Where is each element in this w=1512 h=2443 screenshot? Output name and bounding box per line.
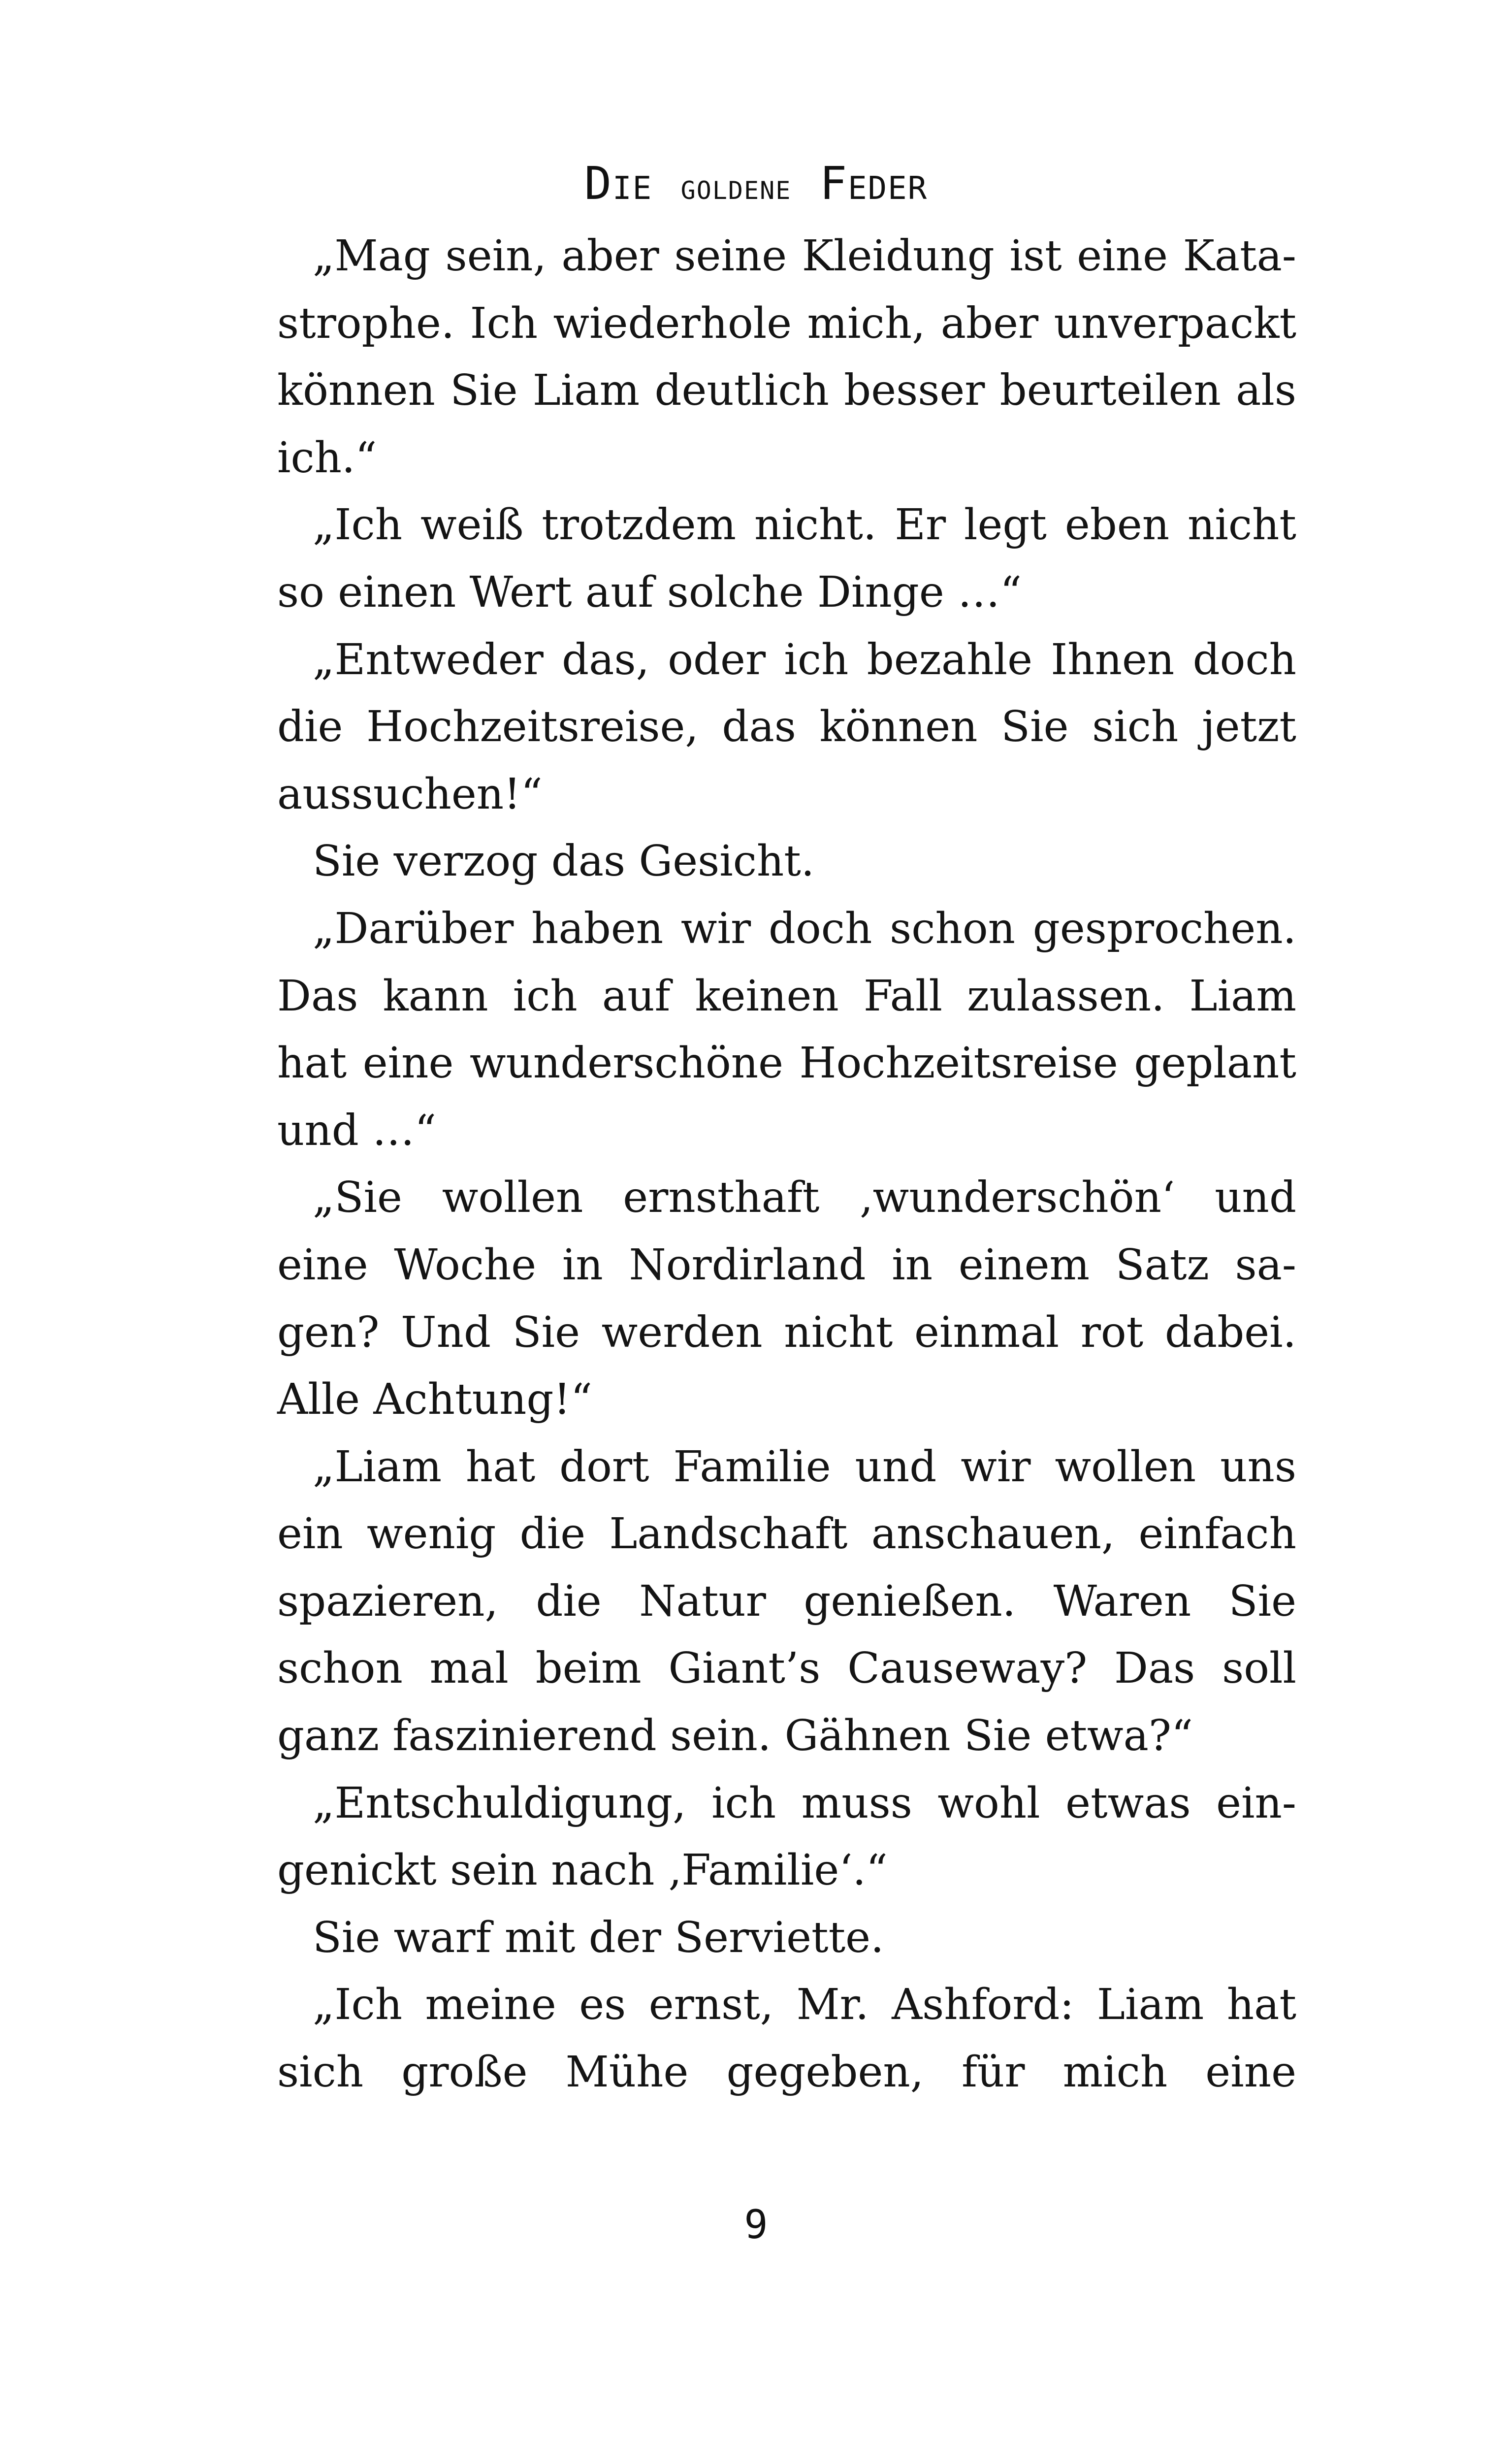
- text-line: Sie verzog das Gesicht.: [313, 837, 815, 886]
- text-line: „Sie wollen ernsthaft ‚wunderschön‘ und: [313, 1173, 1296, 1223]
- running-head: [0, 157, 1512, 214]
- text-line: ganz faszinierend sein. Gähnen Sie etwa?“: [277, 1711, 1193, 1761]
- text-line: Alle Achtung!“: [277, 1375, 592, 1425]
- text-line: eine Woche in Nordirland in einem Satz sa-: [277, 1240, 1296, 1290]
- running-head-word-1: Die: [584, 157, 653, 210]
- text-line: die Hochzeitsreise, das können Sie sich jetzt: [277, 702, 1296, 752]
- text-line: „Mag sein, aber seine Kleidung ist eine Kata-: [313, 231, 1296, 281]
- running-head-word-2: goldene: [680, 166, 792, 207]
- text-line: „Ich weiß trotzdem nicht. Er legt eben nicht: [313, 500, 1296, 550]
- text-line: können Sie Liam deutlich besser beurteilen als: [277, 366, 1296, 416]
- text-line: gen? Und Sie werden nicht einmal rot dabei.: [277, 1307, 1296, 1357]
- text-line: genickt sein nach ‚Familie‘.“: [277, 1846, 888, 1895]
- text-line: „Darüber haben wir doch schon gesprochen.: [313, 904, 1296, 953]
- running-head-word-3: Feder: [819, 157, 928, 210]
- text-line: sich große Mühe gegeben, für mich eine: [277, 2048, 1296, 2097]
- text-line: hat eine wunderschöne Hochzeitsreise geplant: [277, 1039, 1296, 1088]
- text-line: schon mal beim Giant’s Causeway? Das soll: [277, 1644, 1296, 1694]
- text-line: „Liam hat dort Familie und wir wollen uns: [313, 1442, 1296, 1492]
- text-line: ein wenig die Landschaft anschauen, einfach: [277, 1509, 1296, 1559]
- text-line: Sie warf mit der Serviette.: [313, 1913, 884, 1962]
- page-number: 9: [744, 2202, 768, 2248]
- text-line: spazieren, die Natur genießen. Waren Sie: [277, 1576, 1296, 1626]
- text-line: „Entweder das, oder ich bezahle Ihnen doch: [313, 635, 1296, 684]
- text-line: ich.“: [277, 433, 377, 483]
- text-line: „Ich meine es ernst, Mr. Ashford: Liam hat: [313, 1980, 1296, 2030]
- text-line: Das kann ich auf keinen Fall zulassen. Liam: [277, 971, 1296, 1021]
- text-line: aussuchen!“: [277, 769, 543, 819]
- text-line: „Entschuldigung, ich muss wohl etwas ein-: [313, 1778, 1296, 1828]
- body-text: [277, 223, 1296, 2106]
- text-line: strophe. Ich wiederhole mich, aber unverpackt: [277, 298, 1296, 348]
- text-line: und …“: [277, 1106, 437, 1155]
- text-line: so einen Wert auf solche Dinge …“: [277, 567, 1022, 617]
